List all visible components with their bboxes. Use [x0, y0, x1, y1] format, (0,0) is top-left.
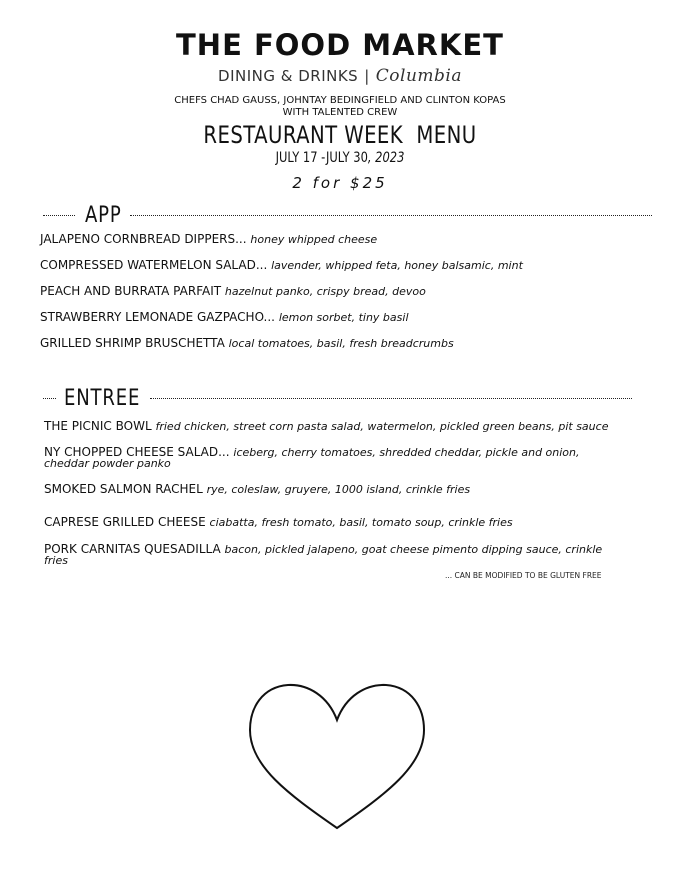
- app-item-desc: hazelnut panko, crispy bread, devoo: [224, 285, 426, 298]
- restaurant-name: THE FOOD MARKET: [176, 28, 504, 62]
- date-range: JULY 17 -JULY 30: [275, 150, 368, 166]
- app-item-name: JALAPENO CORNBREAD DIPPERS...: [40, 232, 247, 246]
- app-item-desc: local tomatoes, basil, fresh breadcrumbs: [228, 337, 454, 350]
- entree-item-desc: ciabatta, fresh tomato, basil, tomato soup, crinkle fries: [209, 516, 513, 529]
- gluten-free-note: ... CAN BE MODIFIED TO BE GLUTEN FREE: [445, 571, 602, 580]
- app-item: [40, 234, 377, 245]
- app-item: [40, 312, 409, 323]
- restaurant-subtitle: [0, 66, 680, 86]
- app-heading: APP: [85, 203, 122, 228]
- app-item: [40, 260, 523, 271]
- menu-title: RESTAURANT WEEK MENU: [203, 121, 477, 149]
- entree-item-desc: rye, coleslaw, gruyere, 1000 island, crinkle fries: [206, 483, 471, 496]
- app-divider-right: [130, 215, 652, 216]
- chefs-credit: [0, 95, 680, 119]
- entree-item-desc: bacon, pickled jalapeno, goat cheese pimento dipping sauce, crinkle fries: [44, 543, 603, 567]
- entree-item: [44, 517, 624, 528]
- entree-item-name: THE PICNIC BOWL: [44, 419, 152, 433]
- subtitle-separator: |: [364, 67, 370, 85]
- app-item-desc: lemon sorbet, tiny basil: [278, 311, 409, 324]
- menu-price: 2 for $25: [292, 174, 388, 192]
- app-item-name: PEACH AND BURRATA PARFAIT: [40, 284, 222, 298]
- entree-item: [44, 544, 624, 566]
- entree-divider-left: [43, 398, 56, 399]
- app-item-name: GRILLED SHRIMP BRUSCHETTA: [40, 336, 225, 350]
- entree-section-header: [0, 386, 680, 410]
- app-item: [40, 338, 454, 349]
- entree-divider-right: [150, 398, 632, 399]
- entree-item-desc: fried chicken, street corn pasta salad, watermelon, pickled green beans, pit sauce: [155, 420, 609, 433]
- entree-item: [44, 484, 624, 495]
- entree-item-desc: iceberg, cherry tomatoes, shredded cheddar, pickle and onion, cheddar powder panko: [44, 446, 580, 470]
- entree-item-name: CAPRESE GRILLED CHEESE: [44, 515, 206, 529]
- app-item-name: COMPRESSED WATERMELON SALAD...: [40, 258, 268, 272]
- menu-dates: [61, 150, 619, 166]
- app-item-name: STRAWBERRY LEMONADE GAZPACHO...: [40, 310, 275, 324]
- app-divider-left: [43, 215, 75, 216]
- app-item-desc: honey whipped cheese: [250, 233, 378, 246]
- date-year: , 2023: [367, 150, 405, 166]
- app-item-desc: lavender, whipped feta, honey balsamic, mint: [271, 259, 523, 272]
- entree-item-name: PORK CARNITAS QUESADILLA: [44, 542, 221, 556]
- app-section-header: [0, 203, 680, 227]
- subtitle-text: DINING & DRINKS: [218, 67, 359, 85]
- heart-icon: [248, 682, 426, 830]
- chefs-line-2: WITH TALENTED CREW: [282, 107, 398, 118]
- app-item: [40, 286, 426, 297]
- entree-heading: ENTREE: [64, 386, 141, 411]
- chefs-line-1: CHEFS CHAD GAUSS, JOHNTAY BEDINGFIELD AND CLINTON KOPAS: [174, 95, 506, 106]
- entree-item-name: SMOKED SALMON RACHEL: [44, 482, 203, 496]
- entree-item-name: NY CHOPPED CHEESE SALAD...: [44, 445, 230, 459]
- entree-item: [44, 447, 614, 469]
- entree-item: [44, 421, 624, 432]
- location-text: Columbia: [375, 66, 462, 86]
